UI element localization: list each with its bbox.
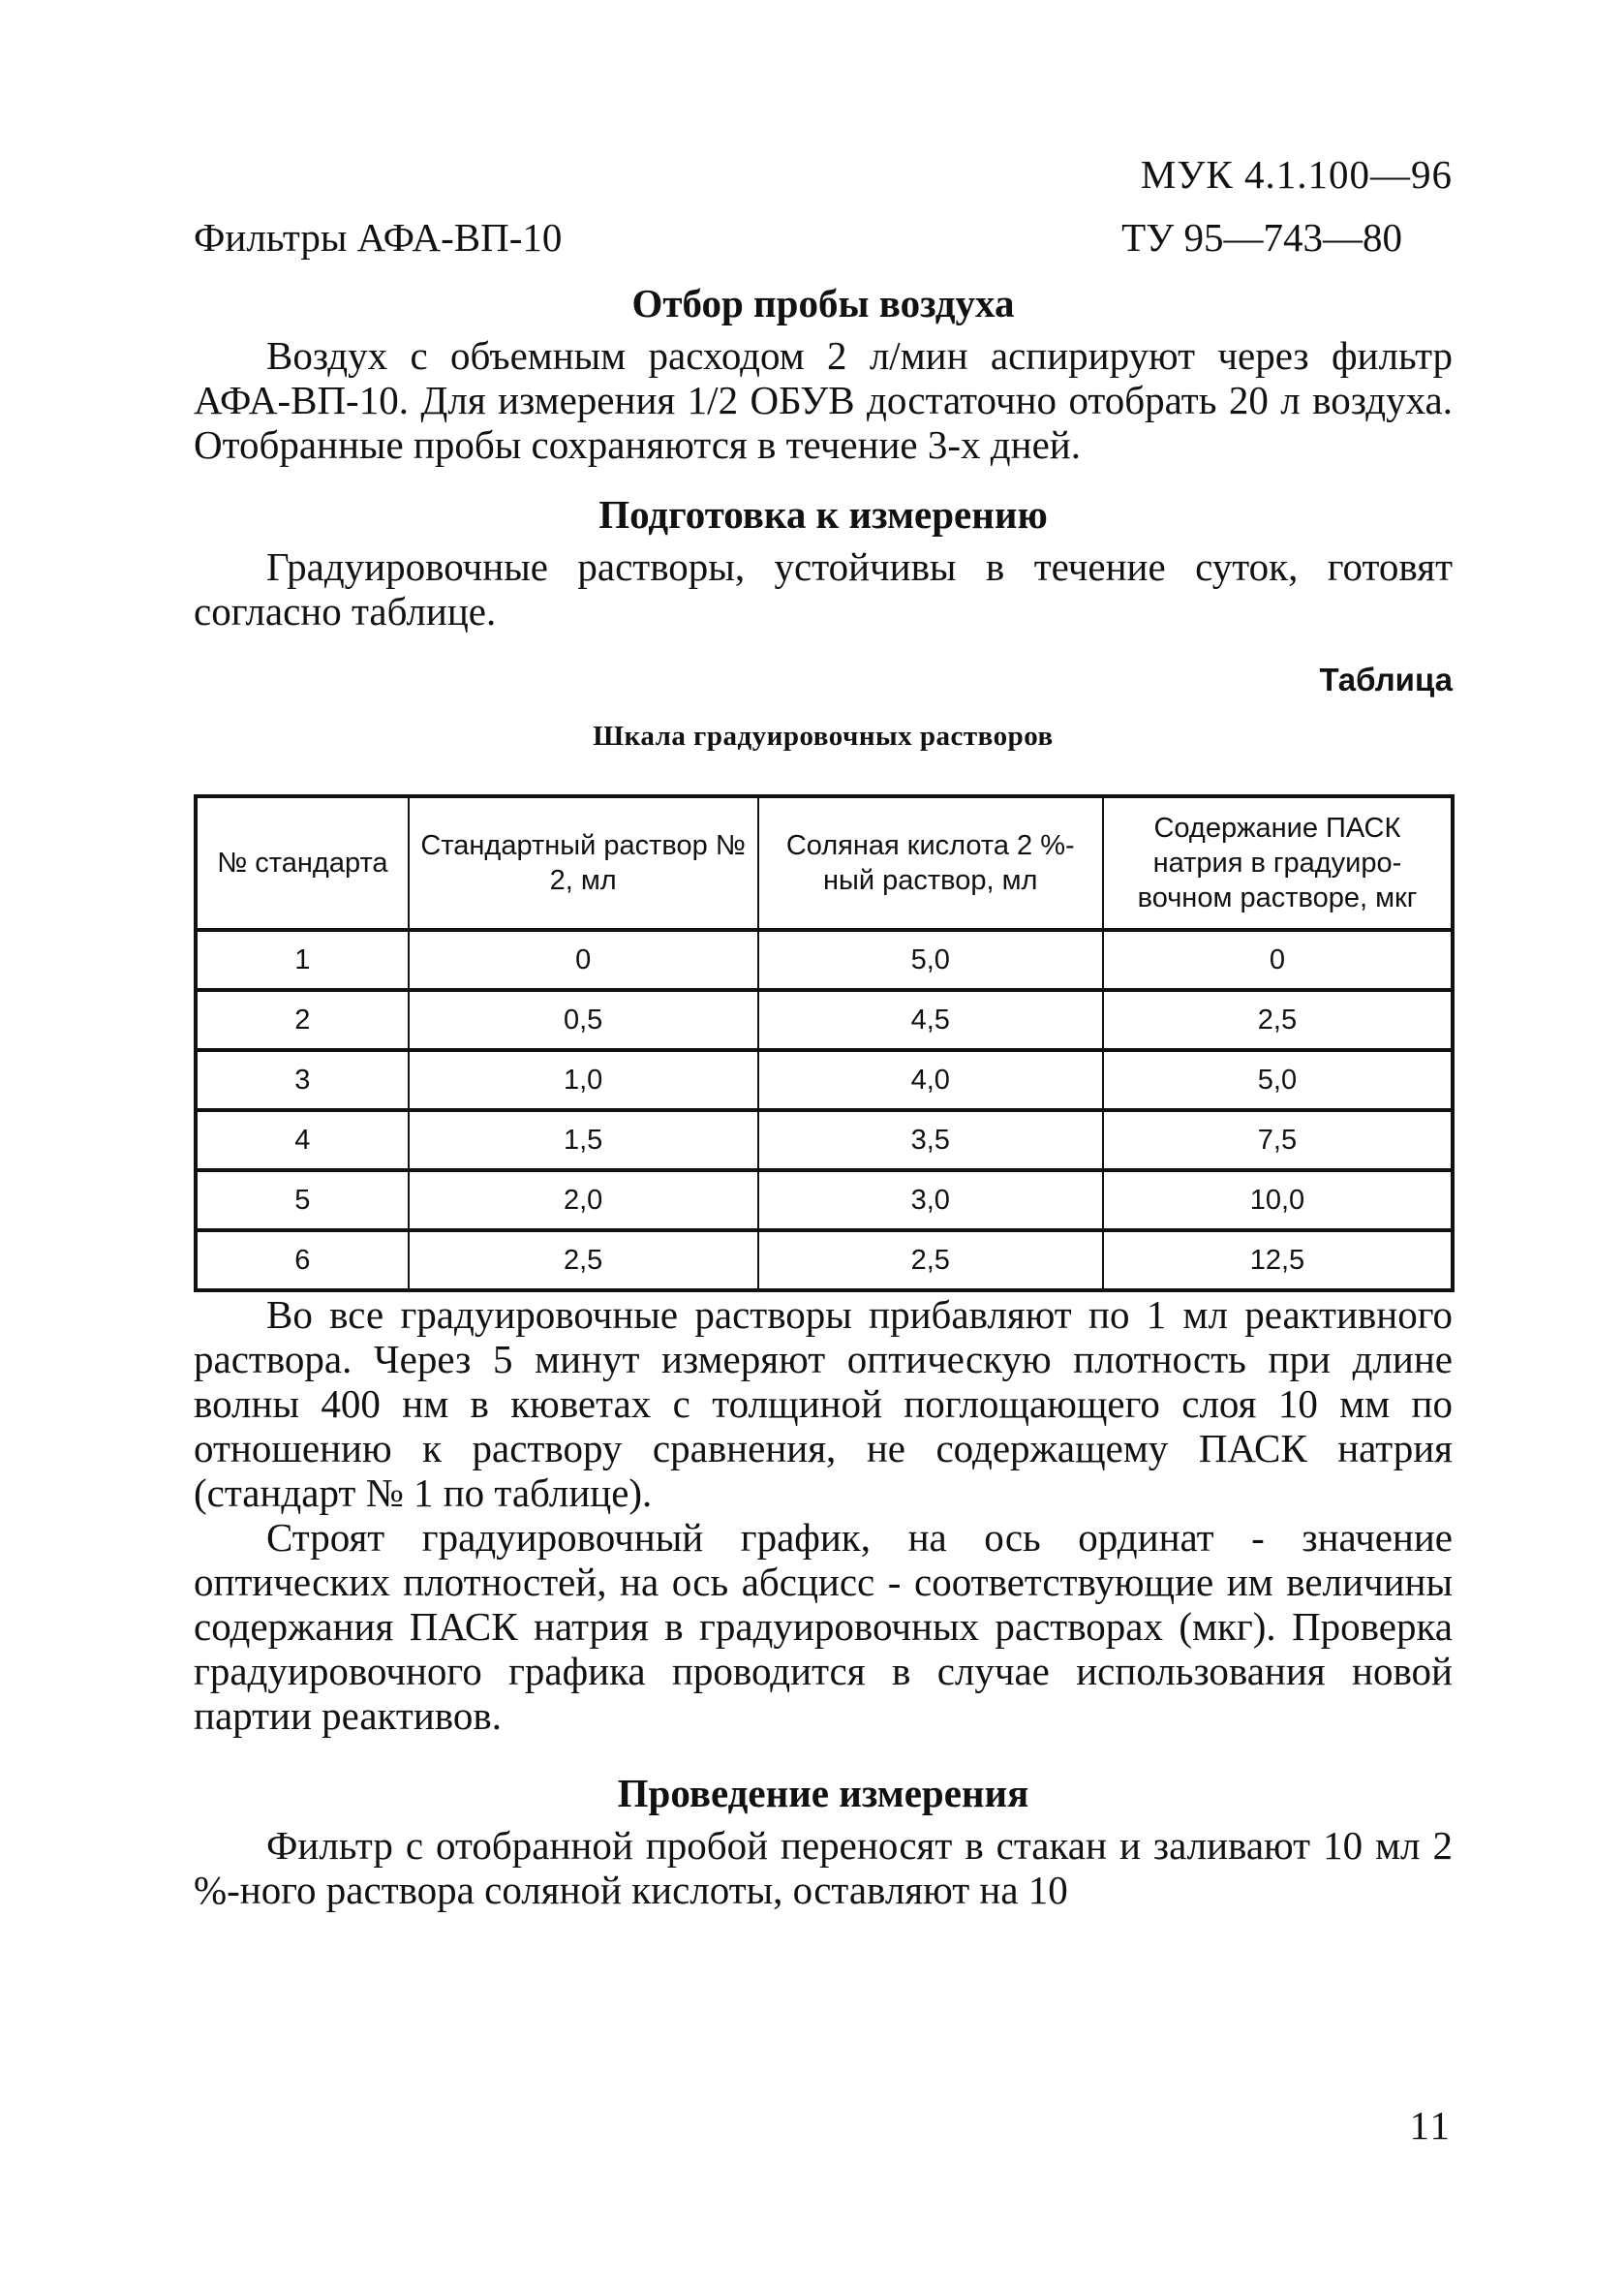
table-row [196,990,1453,1050]
section-title-measurement: Проведение измерения [617,1771,1029,1815]
table-row [196,1110,1453,1170]
table-cell: 1 [196,930,409,990]
calibration-table [194,794,1455,1292]
table-cell: 1,0 [409,1050,758,1110]
table-cell: 4 [196,1110,409,1170]
table-cell: 3 [196,1050,409,1110]
table-title: Шкала градуировочных растворов [593,721,1054,752]
table-cell: 3,0 [758,1170,1103,1230]
table-cell: 5 [196,1170,409,1230]
document-page [194,145,1453,1912]
header-hydrochloric-acid: Соляная кислота 2 %-ный раствор, мл [758,796,1103,930]
section-title-sampling: Отбор пробы воздуха [631,281,1015,325]
table-cell: 2,0 [409,1170,758,1230]
header-pask-content: Содержание ПАСК натрия в градуиро- вочном растворе, мкг [1103,796,1453,930]
paragraph-sampling: Воздух с объемным расходом 2 л/мин аспирируют через фильтр АФА-ВП-10. Для измерения 1/2 ОБУВ достаточно отобрать 20 л воздуха. Отобранные пробы сохраняются в течение 3-х дней. [194,333,1453,467]
table-cell: 1,5 [409,1110,758,1170]
table-row [196,930,1453,990]
table-cell: 3,5 [758,1110,1103,1170]
paragraph-measurement: Фильтр с отобранной пробой переносят в стакан и заливают 10 мл 2 %-ного раствора соляной кислоты, оставляют на 10 [194,1823,1453,1912]
table-cell: 2,5 [1103,990,1453,1050]
paragraph-calibration-graph: Строят градуировочный график, на ось ординат - значение оптических плотностей, на ось абсцисс - соответствующие им величины содержания ПАСК натрия в градуировочных растворах (мкг). Проверка градуировочного графика проводится в случае использования новой партии реактивов. [194,1515,1453,1738]
document-code: МУК 4.1.100—96 [1140,152,1453,197]
table-cell: 4,5 [758,990,1103,1050]
table-row [196,1170,1453,1230]
table-cell: 6 [196,1230,409,1290]
table-row [196,1230,1453,1290]
table-cell: 12,5 [1103,1230,1453,1290]
paragraph-reagent-addition: Во все градуировочные растворы прибавляют по 1 мл реактивного раствора. Через 5 минут измеряют оптическую плотность при длине волны 400 нм в кюветах с толщиной поглощающего слоя 10 мм по отношению к раствору сравнения, не содержащему ПАСК натрия (стандарт № 1 по таблице). [194,1292,1453,1515]
header-standard-number: № стандарта [196,796,409,930]
table-cell: 10,0 [1103,1170,1453,1230]
table-cell: 0,5 [409,990,758,1050]
table-cell: 5,0 [1103,1050,1453,1110]
table-label: Таблица [1319,662,1453,697]
section-title-preparation: Подготовка к измерению [598,492,1048,537]
header-standard-solution: Стандартный раствор № 2, мл [409,796,758,930]
table-cell: 2,5 [758,1230,1103,1290]
table-cell: 5,0 [758,930,1103,990]
table-row [196,1050,1453,1110]
table-cell: 0 [409,930,758,990]
table-cell: 2 [196,990,409,1050]
table-cell: 2,5 [409,1230,758,1290]
filters-label: Фильтры АФА-ВП-10 [194,215,563,260]
table-header-row [196,796,1453,930]
header-row [194,207,1453,267]
table-cell: 4,0 [758,1050,1103,1110]
paragraph-preparation: Градуировочные растворы, устойчивы в течение суток, готовят согласно таблице. [194,544,1453,634]
page-number: 11 [1409,2103,1452,2148]
table-cell: 7,5 [1103,1110,1453,1170]
table-cell: 0 [1103,930,1453,990]
tu-label: ТУ 95—743—80 [1121,215,1402,260]
